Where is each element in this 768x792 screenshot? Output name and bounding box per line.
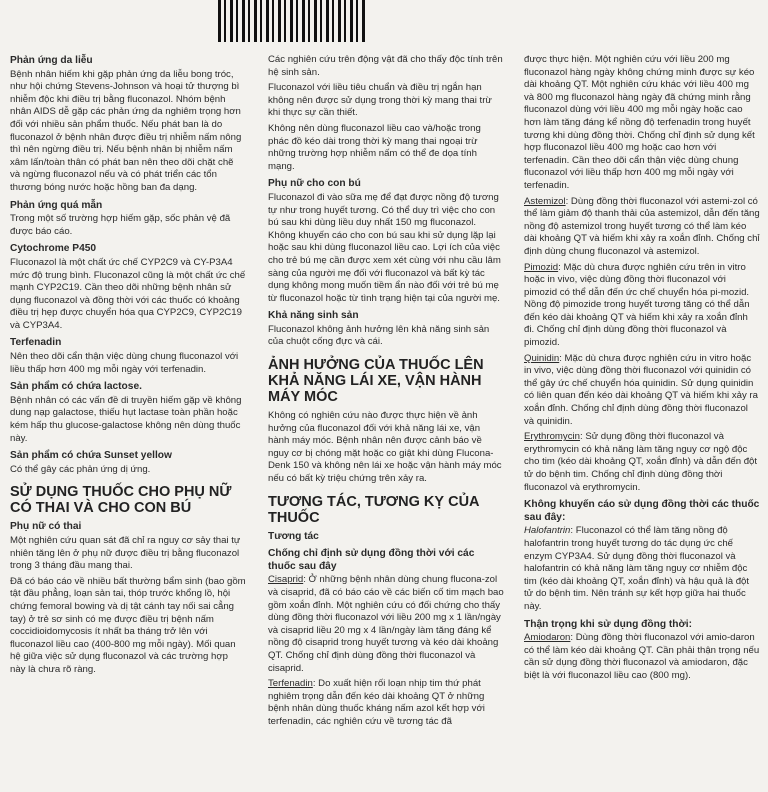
section-subheading: Khả năng sinh sản (268, 310, 359, 322)
drug-paragraph (524, 353, 760, 429)
paragraph: Các nghiên cứu trên động vật đã cho thấy độc tính trên hệ sinh sản. (268, 54, 503, 78)
drug-name: Amiodaron (524, 632, 571, 644)
paragraph: Fluconazol đi vào sữa mẹ để đạt được nồng độ tương tự như trong huyết tương. Có thể duy trì việc cho con bú sau khi dùng liều duy nhất 150 mg fluconazol. Không khuyến cáo cho con bú sau khi sử dụng lặp lại hoặc sau khi dùng fluconazol liều cao. Lợi ích của việc cho trẻ bú mẹ cần được xem xét cùng với nhu cầu lâm sàng của người mẹ đối với fluconazol và bất kỳ tác dụng không mong muốn tiềm ẩn nào đối với trẻ bú mẹ từ fluconazol hoặc từ tình trạng hiện tại của người mẹ. (268, 191, 501, 304)
paragraph: được thực hiện. Một nghiên cứu với liều 200 mg fluconazol hàng ngày không chứng minh được sự kéo dài khoảng QT. Một nghiên cứu khác với liều 400 mg và 800 mg fluconazol hàng ngày đã chứng minh rằng fluconazol dùng với liều 400 mg mỗi ngày hoặc cao hơn làm tăng đáng kể nồng độ terfenadin trong huyết tương khi dùng đồng thời. Chống chỉ định sử dụng kết hợp fluconazol liều 400 mg hoặc cao hơn với terfenadin. Cần theo dõi cẩn thận việc dùng chung fluconazol với liều thấp hơn 400 mg mỗi ngày với terfenadin. (524, 54, 755, 191)
section-heading: TƯƠNG TÁC, TƯƠNG KỴ CỦA THUỐC (268, 493, 479, 526)
paragraph: Nên theo dõi cẩn thận việc dùng chung fluconazol với liều thấp hơn 400 mg mỗi ngày với terfenadin. (10, 351, 239, 375)
section-heading: SỬ DỤNG THUỐC CHO PHỤ NỮ CÓ THAI VÀ CHO CON BÚ (10, 484, 232, 517)
drug-name: Terfenadin (268, 678, 313, 690)
drug-name: Astemizol (524, 195, 566, 207)
section-subheading: Phụ nữ có thai (10, 521, 82, 533)
paragraph: Một nghiên cứu quan sát đã chỉ ra nguy cơ sảy thai tự nhiên tăng lên ở phụ nữ được điều trị bằng fluconazol trong 3 tháng đầu mang thai. (10, 535, 241, 572)
paragraph: Có thể gây các phản ứng dị ứng. (10, 463, 151, 475)
drug-text: : Ở những bệnh nhân dùng chung flucona-zol và cisaprid, đã có báo cáo về các biến cố tim mạch bao gồm xoắn đỉnh. Một nghiên cứu có đối chứng cho thấy dùng đồng thời fluconazol với liều 200 mg x 1 lần/ngày và cisaprid liều 20 mg x 4 lần/ngày làm tăng đáng kể nồng độ cisaprid trong huyết tương và kéo dài khoảng QT. Chống chỉ định dùng đồng thời fluconazol và cisaprid. (268, 574, 504, 674)
paragraph: Bệnh nhân hiếm khi gặp phản ứng da liễu bong tróc, như hội chứng Stevens-Johnson và hoại tử thượng bì nhiễm độc khi điều trị bằng fluconazol. Nhóm bệnh nhân AIDS dễ gặp các phản ứng da nghiêm trọng hơn đối với nhiều sản phẩm thuốc. Nếu phát ban là do fluconazol ở bệnh nhân được điều trị nhiễm nấm nông thì nên ngừng điều trị. Nếu bệnh nhân bị nhiễm nấm xâm lấn/toàn thân có phát ban nên theo dõi chặt chẽ và ngừng fluconazol nếu và có phát triển các tổn thương bóng nước hoặc hồng ban đa dạng. (10, 68, 242, 193)
section-subheading: Phản ứng quá mẫn (10, 199, 103, 211)
section-subheading: Tương tác (268, 530, 319, 542)
section-heading: ẢNH HƯỞNG CỦA THUỐC LÊN KHẢ NĂNG LÁI XE, VẬN HÀNH MÁY MÓC (268, 357, 484, 406)
drug-paragraph (524, 262, 760, 350)
drug-paragraph (524, 431, 760, 494)
drug-text: : Fluconazol có thể làm tăng nồng độ halofantrin trong huyết tương do tác dụng ức chế enzym CYP3A4. Sử dụng đồng thời fluconazol và halofantrin có khả năng làm tăng nguy cơ nhiễm độc tim (kéo dài khoảng QT, xoắn đỉnh) và hậu quả là đột tử do bệnh tim. Nên tránh sự kết hợp giữa hai thuốc này. (524, 525, 750, 612)
section-subheading: Cytochrome P450 (10, 243, 97, 255)
paragraph: Không có nghiên cứu nào được thực hiện về ảnh hưởng của fluconazol đối với khả năng lái xe, vận hành máy móc. Bệnh nhân nên được cảnh báo về nguy cơ bị chóng mặt hoặc co giật khi dùng Flucona-Denk 150 và không nên lái xe hoặc vận hành máy móc nếu có bất kỳ triệu chứng trên xảy ra. (268, 410, 502, 485)
column-2 (268, 54, 504, 732)
drug-paragraph (524, 632, 760, 682)
drug-paragraph (268, 678, 504, 728)
paragraph: Đã có báo cáo về nhiều bất thường bẩm sinh (bao gồm tật đầu phẳng, loạn sản tai, thóp trước khổng lồ, hội chứng femoral bowing và dị tật cánh tay nối sai cẳng tay) ở trẻ sơ sinh có mẹ được điều trị bệnh nấm coccidioidomycosis ít nhất ba tháng trở lên với fluconazol liều cao (400-800 mg mỗi ngày). Mối quan hệ giữa việc sử dụng fluconazol và các trường hợp này là chưa rõ ràng. (10, 575, 246, 675)
drug-paragraph (268, 574, 504, 675)
section-subheading: Chống chỉ định sử dụng đồng thời với các thuốc sau đây (268, 548, 475, 572)
paragraph: Fluconazol với liều tiêu chuẩn và điều trị ngắn hạn không nên được sử dụng trong thời kỳ mang thai trừ khi thực sự cần thiết. (268, 82, 492, 119)
paragraph: Trong một số trường hợp hiếm gặp, sốc phản vệ đã được báo cáo. (10, 213, 231, 237)
drug-name: Pimozid (524, 261, 559, 273)
section-subheading: Sản phẩm có chứa lactose. (10, 381, 142, 393)
paragraph: Không nên dùng fluconazol liều cao và/hoặc trong phác đồ kéo dài trong thời kỳ mang thai ngoại trừ những trường hợp nhiễm nấm có thể đe dọa tính mạng. (268, 122, 481, 172)
drug-name: Cisaprid (268, 574, 304, 586)
drug-text: : Do xuất hiện rối loạn nhịp tim thứ phát nghiêm trọng dẫn đến kéo dài khoảng QT ở những bệnh nhân dùng thuốc kháng nấm azol kết hợp với terfenadin, các nghiên cứu về tương tác đã (268, 678, 485, 727)
barcode (218, 0, 368, 42)
section-subheading: Không khuyến cáo sử dụng đồng thời các thuốc sau đây: (524, 499, 760, 523)
section-subheading: Terfenadin (10, 337, 62, 349)
drug-name: Halofantrin (524, 525, 571, 537)
paragraph: Fluconazol là một chất ức chế CYP2C9 và CY-P3A4 mức độ trung bình. Fluconazol cũng là một chất ức chế mạnh CYP2C19. Cần theo dõi những bệnh nhân sử dụng fluconazol và đồng thời với các thuốc có khoảng điều trị hẹp được chuyển hóa qua CYP2C9, CYP2C19 và CYP3A4. (10, 256, 246, 331)
drug-name: Quinidin (524, 352, 560, 364)
drug-text: : Sử dụng đồng thời fluconazol và erythromycin có khả năng làm tăng nguy cơ ngộ độc cho tim (kéo dài khoảng QT, xoắn đỉnh) và dẫn đến đột tử do bệnh tim. Chống chỉ định dùng đồng thời fluconazol và erythromycin. (524, 431, 758, 493)
drug-text: : Dùng đồng thời fluconazol với amio-daron có thể làm kéo dài khoảng QT. Cần phải thận trọng nếu cần sử dụng đồng thời fluconazol và amiodaron, đặc biệt là với fluconazol liều cao (800 mg). (524, 632, 760, 681)
column-1 (10, 50, 246, 680)
section-subheading: Phụ nữ cho con bú (268, 178, 361, 190)
drug-text: : Mặc dù chưa được nghiên cứu in vitro hoặc in vivo, việc dùng đồng thời fluconazol với quinidin có thể gây ức chế chuyển hóa quinidin. Sử dụng quinidin có liên quan đến kéo dài khoảng QT và hiếm khi xảy ra xoắn đỉnh. Chống chỉ định dùng đồng thời fluconazol và quinidin. (524, 352, 758, 427)
paragraph: Fluconazol không ảnh hưởng lên khả năng sinh sản của chuột cống đực và cái. (268, 323, 490, 348)
section-subheading: Thận trọng khi sử dụng đồng thời: (524, 618, 692, 630)
drug-paragraph (524, 525, 760, 613)
drug-text: : Dùng đồng thời fluconazol với astemi-zol có thể làm giảm độ thanh thải của astemizol, dẫn đến tăng nồng độ astemizol trong huyết tương có thể làm kéo dài khoảng QT và hiếm khi xảy ra xoắn đỉnh. Chống chỉ định dùng chung fluconazol và astemizol. (524, 195, 760, 257)
drug-paragraph (524, 196, 760, 259)
section-subheading: Phản ứng da liễu (10, 55, 93, 66)
column-3 (524, 54, 760, 686)
paragraph: Bệnh nhân có các vấn đề di truyền hiếm gặp về không dung nạp galactose, thiếu hụt lactase toàn phần hoặc kém hấp thu glucose-galactose không nên dùng thuốc này. (10, 394, 242, 444)
section-subheading: Sản phẩm có chứa Sunset yellow (10, 450, 172, 462)
drug-text: : Mặc dù chưa được nghiên cứu trên in vitro hoặc in vivo, việc dùng đồng thời fluconazol với pimozid có thể dẫn đến ức chế chuyển hóa pi-mozid. Nồng độ pimozide trong huyết tương tăng có thể dẫn đến kéo dài khoảng QT và hiếm khi xảy ra xoắn đỉnh đi. Chống chỉ định dùng đồng thời fluconazol và pimozid. (524, 261, 750, 349)
drug-name: Erythromycin (524, 431, 580, 443)
